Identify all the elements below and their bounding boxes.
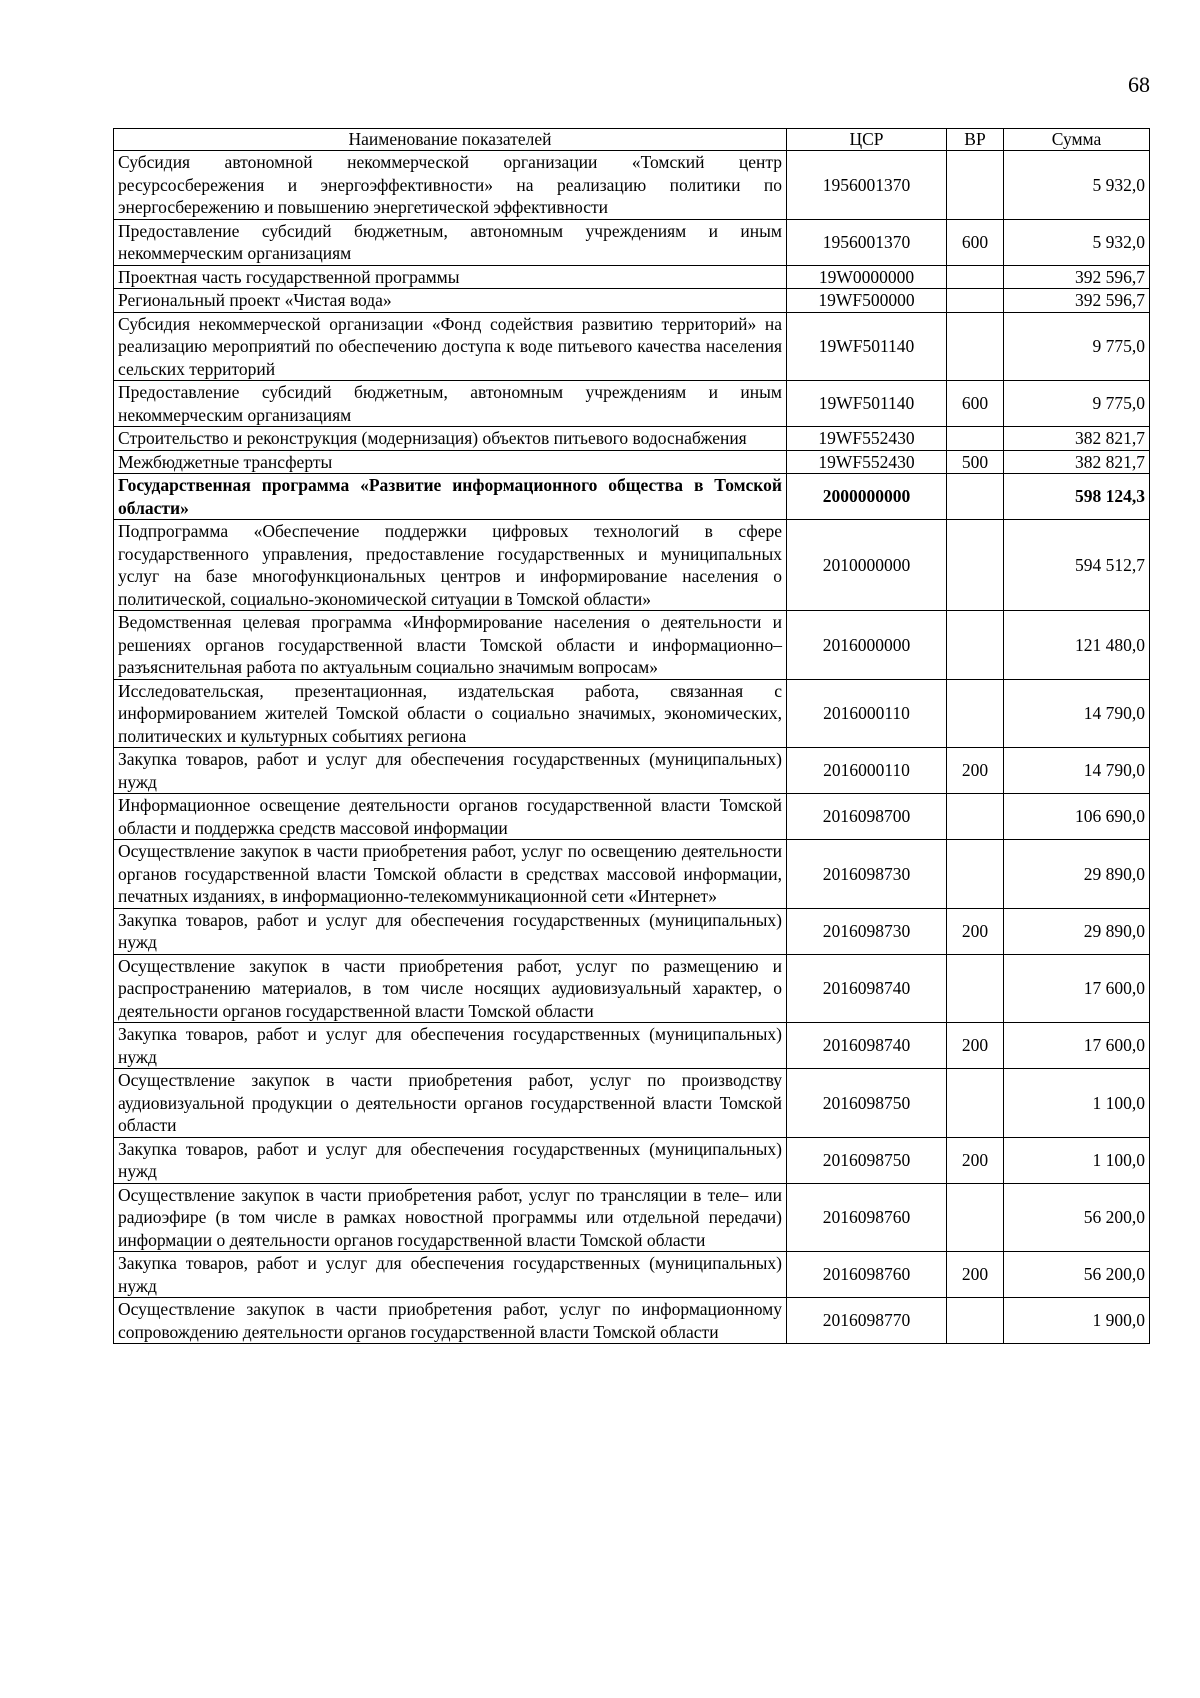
cell-name: Государственная программа «Развитие информационного общества в Томской области»: [114, 474, 787, 520]
header-csr: ЦСР: [787, 129, 947, 151]
cell-name: Закупка товаров, работ и услуг для обеспечения государственных (муниципальных) нужд: [114, 1137, 787, 1183]
cell-sum: 106 690,0: [1004, 794, 1150, 840]
cell-csr: 19WF501140: [787, 312, 947, 381]
cell-sum: 56 200,0: [1004, 1252, 1150, 1298]
table-row: [114, 1069, 1150, 1138]
table-row: [114, 151, 1150, 220]
cell-csr: 2010000000: [787, 520, 947, 611]
cell-vr: 200: [947, 908, 1004, 954]
header-row: [114, 129, 1150, 151]
cell-name: Закупка товаров, работ и услуг для обеспечения государственных (муниципальных) нужд: [114, 748, 787, 794]
cell-name: Проектная часть государственной программы: [114, 265, 787, 289]
cell-csr: 2016000110: [787, 679, 947, 748]
cell-csr: 19WF501140: [787, 381, 947, 427]
table-row: [114, 289, 1150, 313]
table-row: [114, 381, 1150, 427]
cell-csr: 2016098740: [787, 1023, 947, 1069]
cell-name: Закупка товаров, работ и услуг для обеспечения государственных (муниципальных) нужд: [114, 908, 787, 954]
cell-name: Субсидия некоммерческой организации «Фонд содействия развитию территорий» на реализацию мероприятий по обеспечению доступа к воде питьевого качества населения сельских территорий: [114, 312, 787, 381]
cell-sum: 392 596,7: [1004, 265, 1150, 289]
cell-vr: [947, 474, 1004, 520]
cell-name: Подпрограмма «Обеспечение поддержки цифровых технологий в сфере государственного управления, предоставление государственных и муниципальных услуг на базе многофункциональных центров и информирование населения о политической, социально-экономической ситуации в Томской области»: [114, 520, 787, 611]
cell-name: Строительство и реконструкция (модернизация) объектов питьевого водоснабжения: [114, 427, 787, 451]
table-row: [114, 1023, 1150, 1069]
cell-name: Осуществление закупок в части приобретения работ, услуг по производству аудиовизуальной продукции о деятельности органов государственной власти Томской области: [114, 1069, 787, 1138]
cell-sum: 1 900,0: [1004, 1298, 1150, 1344]
cell-sum: 382 821,7: [1004, 450, 1150, 474]
cell-csr: 2016098730: [787, 908, 947, 954]
table-row: [114, 794, 1150, 840]
table-row: [114, 265, 1150, 289]
cell-csr: 2016098760: [787, 1183, 947, 1252]
cell-vr: 500: [947, 450, 1004, 474]
cell-csr: 19WF500000: [787, 289, 947, 313]
cell-vr: 600: [947, 381, 1004, 427]
cell-vr: [947, 265, 1004, 289]
cell-vr: [947, 794, 1004, 840]
cell-vr: [947, 289, 1004, 313]
cell-name: Информационное освещение деятельности органов государственной власти Томской области и поддержка средств массовой информации: [114, 794, 787, 840]
cell-vr: [947, 1183, 1004, 1252]
table-row: [114, 1137, 1150, 1183]
cell-csr: 2000000000: [787, 474, 947, 520]
cell-name: Ведомственная целевая программа «Информирование населения о деятельности и решениях органов государственной власти Томской области и информационно–разъяснительная работа по актуальным социально значимым вопросам»: [114, 611, 787, 680]
cell-csr: 2016000110: [787, 748, 947, 794]
cell-csr: 1956001370: [787, 151, 947, 220]
table-row: [114, 219, 1150, 265]
cell-csr: 2016098750: [787, 1137, 947, 1183]
cell-sum: 29 890,0: [1004, 840, 1150, 909]
cell-name: Субсидия автономной некоммерческой организации «Томский центр ресурсосбережения и энергоэффективности» на реализацию политики по энергосбережению и повышению энергетической эффективности: [114, 151, 787, 220]
table-row: [114, 954, 1150, 1023]
cell-vr: [947, 1298, 1004, 1344]
table-row: [114, 474, 1150, 520]
cell-sum: 382 821,7: [1004, 427, 1150, 451]
cell-sum: 9 775,0: [1004, 312, 1150, 381]
cell-sum: 17 600,0: [1004, 954, 1150, 1023]
cell-sum: 29 890,0: [1004, 908, 1150, 954]
header-vr: ВР: [947, 129, 1004, 151]
table-row: [114, 450, 1150, 474]
cell-vr: 200: [947, 1023, 1004, 1069]
cell-vr: [947, 427, 1004, 451]
table-row: [114, 679, 1150, 748]
cell-csr: 19WF552430: [787, 427, 947, 451]
table-header: [114, 129, 1150, 151]
cell-name: Предоставление субсидий бюджетным, автономным учреждениям и иным некоммерческим организациям: [114, 381, 787, 427]
cell-csr: 1956001370: [787, 219, 947, 265]
table-row: [114, 427, 1150, 451]
cell-vr: [947, 611, 1004, 680]
cell-vr: [947, 679, 1004, 748]
cell-name: Межбюджетные трансферты: [114, 450, 787, 474]
cell-sum: 121 480,0: [1004, 611, 1150, 680]
table-row: [114, 1252, 1150, 1298]
table-row: [114, 748, 1150, 794]
cell-sum: 5 932,0: [1004, 219, 1150, 265]
cell-csr: 19W0000000: [787, 265, 947, 289]
cell-sum: 14 790,0: [1004, 748, 1150, 794]
cell-csr: 2016000000: [787, 611, 947, 680]
page-number: 68: [1128, 72, 1150, 97]
cell-csr: 2016098760: [787, 1252, 947, 1298]
cell-vr: [947, 954, 1004, 1023]
cell-sum: 17 600,0: [1004, 1023, 1150, 1069]
cell-sum: 1 100,0: [1004, 1137, 1150, 1183]
header-sum: Сумма: [1004, 129, 1150, 151]
cell-sum: 14 790,0: [1004, 679, 1150, 748]
table-row: [114, 1183, 1150, 1252]
cell-name: Осуществление закупок в части приобретения работ, услуг по трансляции в теле– или радиоэфире (в том числе в рамках новостной программы или отдельной передачи) информации о деятельности органов государственной власти Томской области: [114, 1183, 787, 1252]
cell-name: Предоставление субсидий бюджетным, автономным учреждениям и иным некоммерческим организациям: [114, 219, 787, 265]
table-body: [114, 151, 1150, 1344]
table-row: [114, 312, 1150, 381]
cell-vr: 600: [947, 219, 1004, 265]
cell-csr: 2016098740: [787, 954, 947, 1023]
table-row: [114, 908, 1150, 954]
cell-name: Исследовательская, презентационная, издательская работа, связанная с информированием жителей Томской области о социально значимых, экономических, политических и культурных событиях региона: [114, 679, 787, 748]
table-row: [114, 840, 1150, 909]
cell-vr: [947, 1069, 1004, 1138]
cell-sum: 598 124,3: [1004, 474, 1150, 520]
cell-csr: 2016098770: [787, 1298, 947, 1344]
header-name: Наименование показателей: [114, 129, 787, 151]
cell-name: Закупка товаров, работ и услуг для обеспечения государственных (муниципальных) нужд: [114, 1252, 787, 1298]
cell-sum: 5 932,0: [1004, 151, 1150, 220]
cell-name: Осуществление закупок в части приобретения работ, услуг по освещению деятельности органов государственной власти Томской области в средствах массовой информации, печатных изданиях, в информационно-телекоммуникационной сети «Интернет»: [114, 840, 787, 909]
cell-sum: 9 775,0: [1004, 381, 1150, 427]
table-row: [114, 520, 1150, 611]
cell-vr: 200: [947, 1137, 1004, 1183]
cell-vr: 200: [947, 748, 1004, 794]
cell-vr: 200: [947, 1252, 1004, 1298]
cell-csr: 2016098700: [787, 794, 947, 840]
cell-vr: [947, 840, 1004, 909]
table-row: [114, 611, 1150, 680]
cell-sum: 1 100,0: [1004, 1069, 1150, 1138]
table-row: [114, 1298, 1150, 1344]
cell-csr: 2016098750: [787, 1069, 947, 1138]
cell-csr: 2016098730: [787, 840, 947, 909]
cell-vr: [947, 520, 1004, 611]
budget-table: [113, 128, 1150, 1344]
cell-sum: 392 596,7: [1004, 289, 1150, 313]
cell-name: Осуществление закупок в части приобретения работ, услуг по информационному сопровождению деятельности органов государственной власти Томской области: [114, 1298, 787, 1344]
cell-vr: [947, 151, 1004, 220]
cell-name: Закупка товаров, работ и услуг для обеспечения государственных (муниципальных) нужд: [114, 1023, 787, 1069]
cell-vr: [947, 312, 1004, 381]
cell-name: Региональный проект «Чистая вода»: [114, 289, 787, 313]
cell-sum: 594 512,7: [1004, 520, 1150, 611]
cell-csr: 19WF552430: [787, 450, 947, 474]
cell-sum: 56 200,0: [1004, 1183, 1150, 1252]
cell-name: Осуществление закупок в части приобретения работ, услуг по размещению и распространению материалов, в том числе носящих аудиовизуальный характер, о деятельности органов государственной власти Томской области: [114, 954, 787, 1023]
